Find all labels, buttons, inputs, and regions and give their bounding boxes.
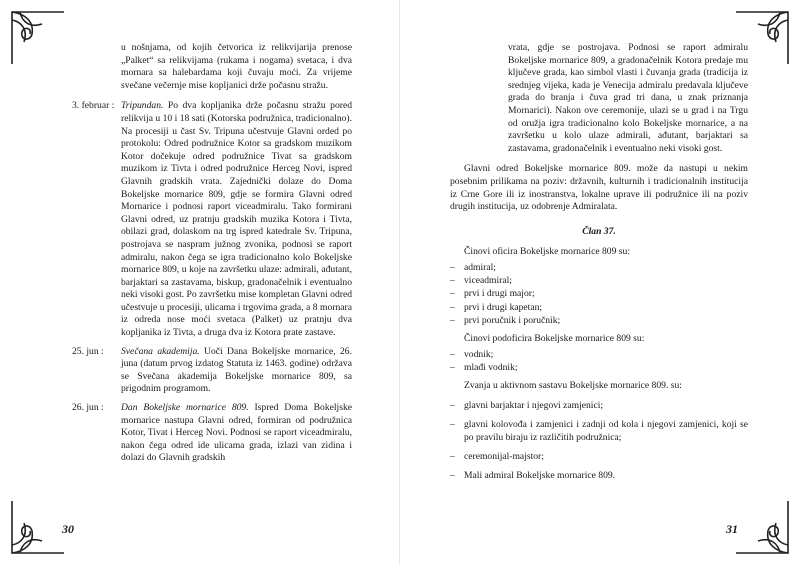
- entry-akademija: [72, 346, 352, 396]
- corner-ornament-icon: [8, 8, 68, 68]
- entry-body: [121, 100, 352, 339]
- entry-date: 3. februar :: [72, 100, 115, 112]
- list-item: – ceremonijal-majstor;: [450, 450, 748, 463]
- entry-title: Tripundan.: [121, 100, 164, 112]
- list-item: – Mali admiral Bokeljske mornarice 809.: [450, 469, 748, 482]
- list-item: – mlađi vodnik;: [450, 361, 748, 374]
- subofficers-list: [450, 348, 748, 374]
- right-page-text: [450, 42, 748, 489]
- right-page: [400, 0, 800, 565]
- entry-text: Ispred Doma Bokeljske mornarice nastupa Glavni odred, formiran od podružnica Kotor, Tivat i Herceg Novi. Podnosi se raport viceadmiralu, nakon čega odred ide ulicama grada, izlazi van zidina i dolazi do Glavnih gradskih: [121, 402, 352, 464]
- list-item: – viceadmiral;: [450, 274, 748, 287]
- body-paragraph: Glavni odred Bokeljske mornarice 809. može da nastupi u nekim posebnim prilikama na poziv: državnih, kulturnih i tradicionalnih institucija iz Crne Gore ili iz inostranstva, lokalne uprave ili podružnice ili na poziv drugih institucija, uz odobrenje Admiralata.: [450, 163, 748, 213]
- page-number: 30: [62, 522, 74, 536]
- entry-date: 26. jun :: [72, 402, 104, 414]
- entry-text: Po dva kopljanika drže počasnu stražu pored relikvija u 10 i 18 sati (Kotorska podružnica, tradicionalno). Na procesiji u čast Sv. Tripuna učestvuje Glavni orded po protokolu: Odred podružnice Kotor sa gradskom muzikom Kotor dočekuje odred podružnice Tivat sa gradskom muzikom iz Tivta i odred podružnice Herceg Novi, ispred Glavnih gradskih vrata. Zajednički dolaze do Doma Bokeljske mornarice 809, gdje se formira Glavni odred Mornarice i podnosi raport viceadmiralu. Tako formirani Glavni odred, uz pratnju gradskih muzika Kotora i Tivta, obilazi grad, dolaskom na trg ispred katedrale Sv. Tripuna, postrojava se naspram južnog zvonika, podnosi se raport admiralu, nakon čega se igra tradicionalno kolo Bokeljske mornarice 809, u koje na završetku ulaze: admirali, ađutant, barjaktari sa zastavama, biskup, gradonačelnik i eventualno neki visoki gost. Po završetku mise kompletan Glavni odred učestvuje u procesiji, ulicama i trgovima grada, a 8 mornara iz odreda nose moći svetaca (Palket) uz pratnju dva kopljanika iz Tivta, a druga dva iz Kotora prate zastave.: [121, 100, 353, 339]
- entry-body: [121, 346, 352, 396]
- list-item: – prvi poručnik i poručnik;: [450, 314, 748, 327]
- officers-intro: Činovi oficira Bokeljske mornarice 809 su:: [464, 246, 630, 258]
- entry-title: Svečana akademija.: [121, 345, 200, 357]
- entry-tripundan: [72, 100, 352, 339]
- entry-body: [121, 402, 352, 465]
- entry-date: 25. jun :: [72, 345, 104, 357]
- officers-list: [450, 261, 748, 327]
- continuation-paragraph: vrata, gdje se postrojava. Podnosi se raport admiralu Bokeljske mornarice 809, a gradonačelnik Kotora predaje mu ključeve grada, kao simbol vlasti i čuvanja grada (tradicija iz srednjeg vijeka, kada je Venecija admiralu predavala ključeve grada do branja i čuva grad tri dana, u znak priznanja Mornarici). Nakon ove ceremonije, ulazi se u grad i na Trgu od oružja igra tradicionalno kolo Bokeljske mornarice, a na završetku u kolo ulaze admirali, ađutant, barjaktari sa zastavama, gradonačelnik i eventualno neki visoki gost.: [508, 42, 748, 154]
- list-item: – prvi i drugi major;: [450, 287, 748, 300]
- ranks-intro: Zvanja u aktivnom sastavu Bokeljske mornarice 809. su:: [464, 379, 682, 391]
- list-item: – admiral;: [450, 261, 748, 274]
- subofficers-intro: Činovi podoficira Bokeljske mornarice 809 su:: [464, 332, 645, 344]
- entry-text: Uoči Dana Bokeljske mornarice, 26. juna (datum prvog izdatog Statuta iz 1463. godine) održava se Svečana akademija Bokeljske mornarice 809, sa prigodnim programom.: [121, 345, 352, 395]
- left-page-text: [72, 42, 352, 465]
- list-item: – glavni barjaktar i njegovi zamjenici;: [450, 399, 748, 412]
- list-item: – vodnik;: [450, 348, 748, 361]
- entry-dan-mornarice: [72, 402, 352, 465]
- list-item: – glavni kolovođa i zamjenici i zadnji od kola i njegovi zamjenici, koji se po pravilu biraju iz različitih podružnica;: [450, 418, 748, 444]
- page-number: 31: [726, 522, 738, 536]
- article-heading: Član 37.: [582, 225, 616, 237]
- entry-title: Dan Bokeljske mornarice 809.: [121, 402, 249, 414]
- ranks-list: [450, 399, 748, 483]
- list-item: – prvi i drugi kapetan;: [450, 301, 748, 314]
- corner-ornament-icon: [732, 497, 792, 557]
- intro-paragraph: u nošnjama, od kojih četvorica iz relikvijarija prenose „Palket“ sa relikvijama (rukama i nogama) svetaca, i dva mornara sa halebardama koji čuvaju moći. Za vrijeme svečane večernje mise kopljanici drže počasnu stražu.: [121, 42, 352, 91]
- corner-ornament-icon: [8, 497, 68, 557]
